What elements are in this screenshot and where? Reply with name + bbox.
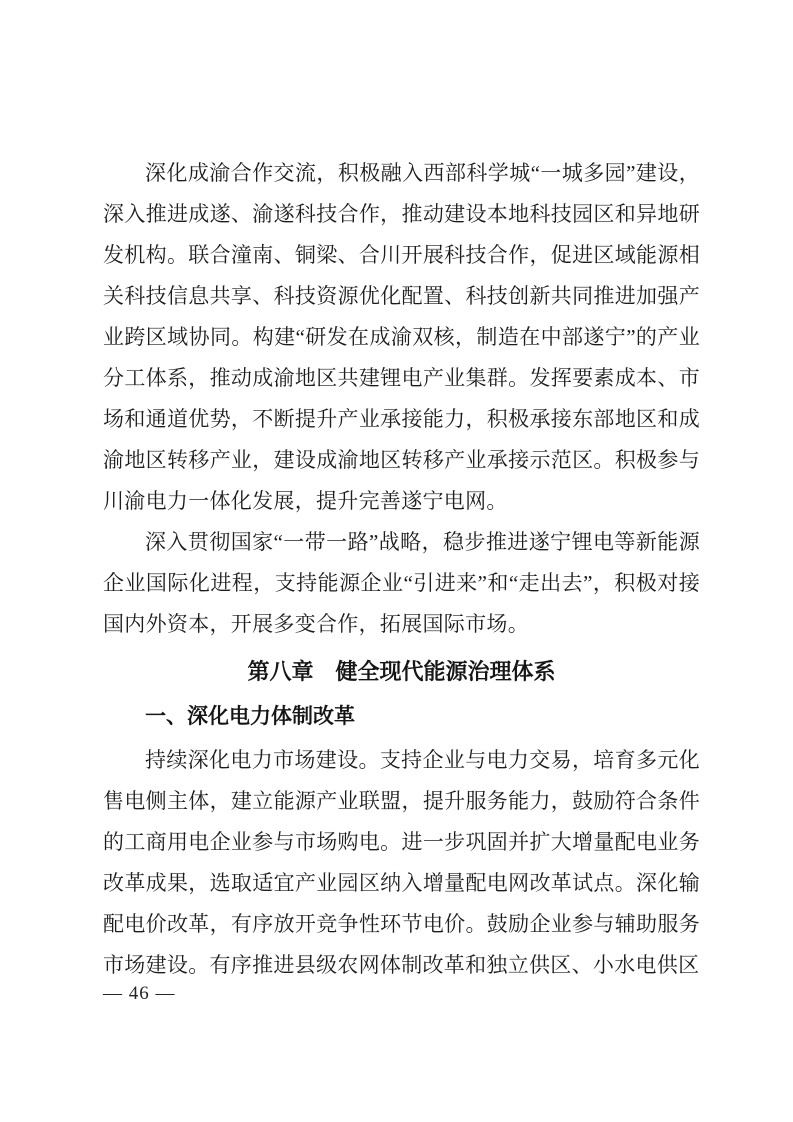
document-body bbox=[103, 153, 700, 986]
page-number: — 46 — bbox=[103, 983, 176, 1004]
paragraph-belt-and-road: 深入贯彻国家“一带一路”战略，稳步推进遂宁锂电等新能源企业国际化进程，支持能源企业“引进来”和“走出去”，积极对接国内外资本，开展多变合作，拓展国际市场。 bbox=[103, 530, 700, 636]
paragraph-chengyu-cooperation: 深化成渝合作交流，积极融入西部科学城“一城多园”建设，深入推进成遂、渝遂科技合作，推动建设本地科技园区和异地研发机构。联合潼南、铜梁、合川开展科技合作，促进区域能源相关科技信息共享、科技资源优化配置、科技创新共同推进加强产业跨区域协同。构建“研发在成渝双核，制造在中部遂宁”的产业分工体系，推动成渝地区共建锂电产业集群。发挥要素成本、市场和通道优势，不断提升产业承接能力，积极承接东部地区和成渝地区转移产业，建设成渝地区转移产业承接示范区。积极参与川渝电力一体化发展，提升完善遂宁电网。 bbox=[103, 161, 700, 513]
page-footer bbox=[103, 982, 176, 1006]
section-heading: 一、深化电力体制改革 bbox=[145, 704, 355, 728]
paragraph-power-market-reform: 持续深化电力市场建设。支持企业与电力交易，培育多元化售电侧主体，建立能源产业联盟，提升服务能力，鼓励符合条件的工商用电企业参与市场购电。进一步巩固并扩大增量配电业务改革成果，选取适宜产业园区纳入增量配电网改革试点。深化输配电价改革，有序放开竞争性环节电价。鼓励企业参与辅助服务市场建设。有序推进县级农网体制改革和独立供区、小水电供区 bbox=[103, 748, 700, 977]
chapter-heading: 第八章 健全现代能源治理体系 bbox=[247, 659, 556, 684]
